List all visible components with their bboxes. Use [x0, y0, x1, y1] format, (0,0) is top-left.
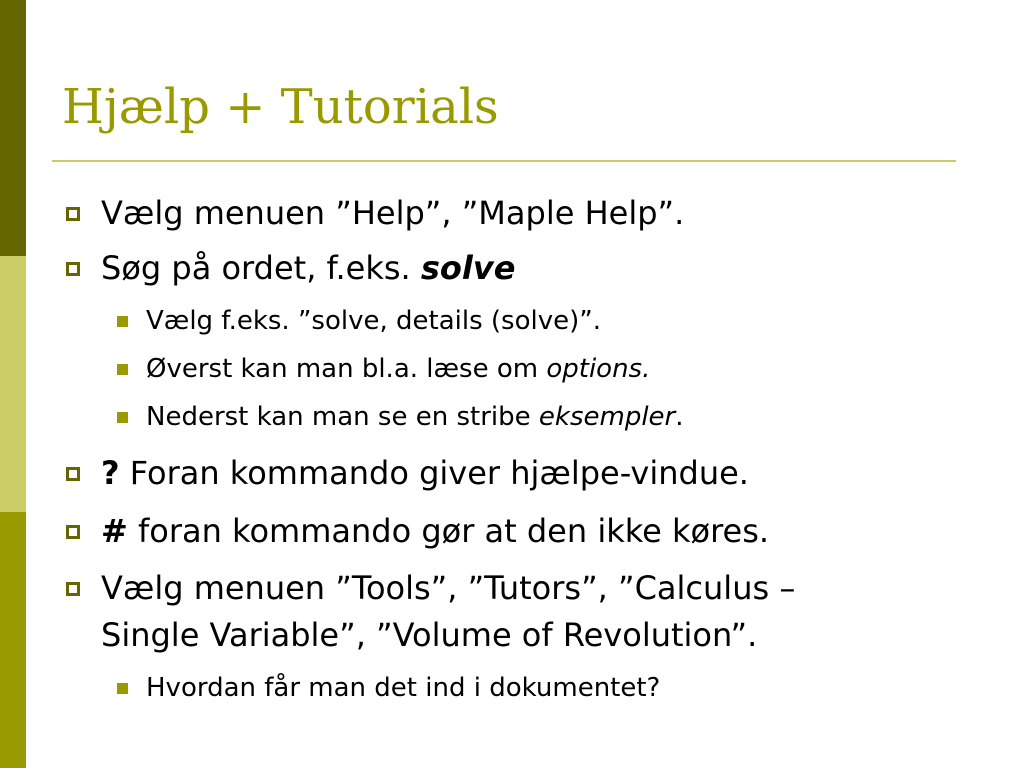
- bullet-text: Vælg f.eks. ”solve, details (solve)”.: [146, 306, 601, 336]
- side-bar-top: [0, 0, 26, 256]
- bullet-emphasis: solve: [420, 249, 516, 287]
- filled-square-bullet-icon: [117, 683, 128, 694]
- bullet-text: Vælg menuen ”Help”, ”Maple Help”.: [101, 194, 685, 232]
- bullet-strong: ?: [101, 454, 120, 492]
- bullet-text: Søg på ordet, f.eks.: [101, 249, 421, 287]
- bullet-text: Vælg menuen ”Tools”, ”Tutors”, ”Calculus –: [101, 569, 796, 607]
- hollow-square-bullet-icon: [66, 262, 80, 276]
- filled-square-bullet-icon: [117, 364, 128, 375]
- slide-title: Hjælp + Tutorials: [62, 79, 499, 135]
- bullet-item: [101, 507, 769, 555]
- sub-bullet-item: [146, 397, 684, 437]
- sub-bullet-item: [146, 668, 660, 708]
- bullet-strong: #: [101, 512, 128, 550]
- bullet-text: foran kommando gør at den ikke køres.: [127, 512, 770, 550]
- bullet-text: Hvordan får man det ind i dokumentet?: [146, 673, 661, 703]
- bullet-item: [101, 449, 749, 497]
- hollow-square-bullet-icon: [66, 207, 80, 221]
- bullet-text: Øverst kan man bl.a. læse om: [146, 354, 547, 384]
- title-divider: [52, 160, 956, 162]
- bullet-suffix: .: [675, 402, 684, 432]
- hollow-square-bullet-icon: [66, 467, 80, 481]
- sub-bullet-item: [146, 349, 650, 389]
- bullet-item: [101, 564, 795, 612]
- side-bar-bottom: [0, 512, 26, 768]
- bullet-item: [101, 244, 515, 292]
- bullet-text: Single Variable”, ”Volume of Revolution”.: [101, 616, 758, 654]
- bullet-text: Foran kommando giver hjælpe-vindue.: [119, 454, 749, 492]
- filled-square-bullet-icon: [117, 412, 128, 423]
- bullet-item: [101, 189, 684, 237]
- bullet-text: Nederst kan man se en stribe: [146, 402, 539, 432]
- bullet-continuation: [101, 611, 757, 659]
- bullet-emphasis: eksempler: [538, 402, 676, 432]
- bullet-emphasis: options.: [546, 354, 651, 384]
- hollow-square-bullet-icon: [66, 525, 80, 539]
- hollow-square-bullet-icon: [66, 582, 80, 596]
- side-bar-middle: [0, 256, 26, 512]
- sub-bullet-item: [146, 301, 601, 341]
- filled-square-bullet-icon: [117, 316, 128, 327]
